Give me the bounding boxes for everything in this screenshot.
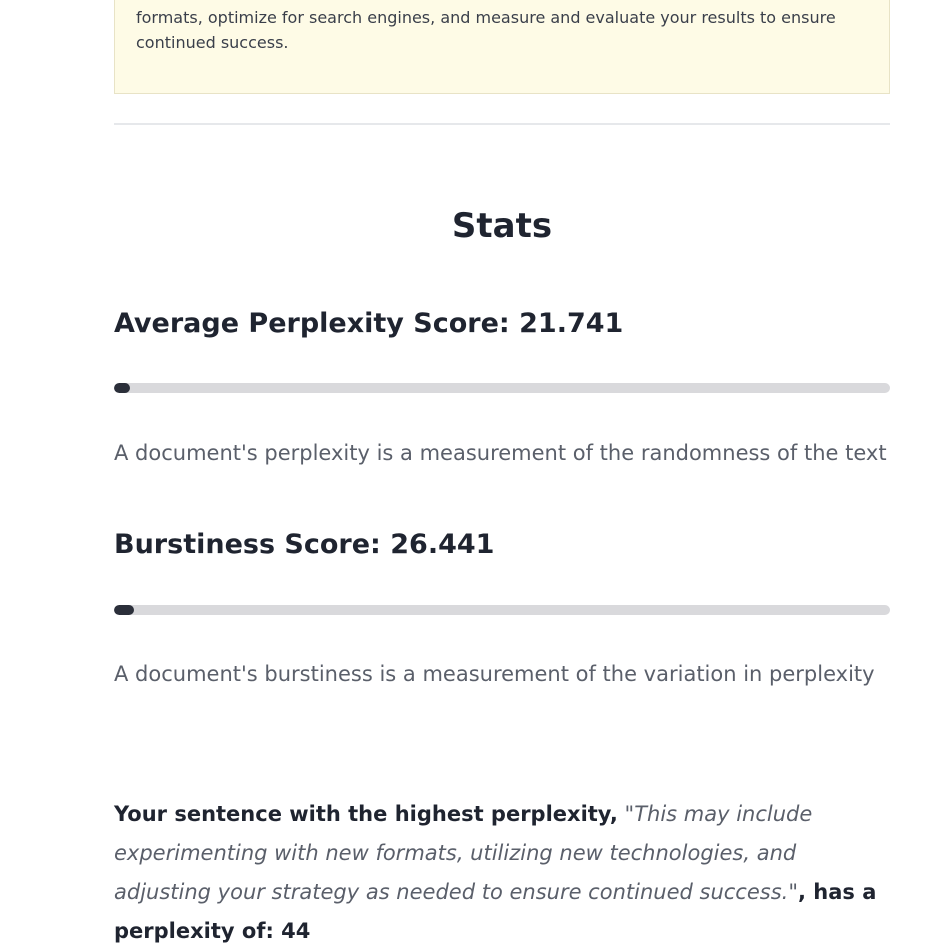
burstiness-score-heading: Burstiness Score: 26.441	[114, 529, 495, 560]
perplexity-score-heading: Average Perplexity Score: 21.741	[114, 308, 624, 339]
perplexity-progress-bar	[114, 383, 890, 393]
highest-perplexity-value: , has a perplexity of: 44	[114, 880, 877, 943]
highest-perplexity-quote: "This may include experimenting with new formats, utilizing new technologies, and adjusting your strategy as needed to ensure continued success."	[114, 802, 813, 904]
burstiness-progress-fill	[114, 605, 134, 615]
burstiness-description: A document's burstiness is a measurement of the variation in perplexity	[114, 662, 875, 686]
perplexity-progress-fill	[114, 383, 130, 393]
summary-note-box	[114, 0, 890, 94]
highest-perplexity-sentence	[114, 795, 890, 945]
perplexity-description: A document's perplexity is a measurement of the randomness of the text	[114, 441, 887, 465]
highest-perplexity-lead: Your sentence with the highest perplexity,	[114, 802, 618, 826]
stats-title: Stats	[451, 206, 553, 246]
summary-text: formats, optimize for search engines, and measure and evaluate your results to ensure continued success.	[136, 8, 836, 52]
burstiness-progress-bar	[114, 605, 890, 615]
section-divider	[114, 123, 890, 125]
